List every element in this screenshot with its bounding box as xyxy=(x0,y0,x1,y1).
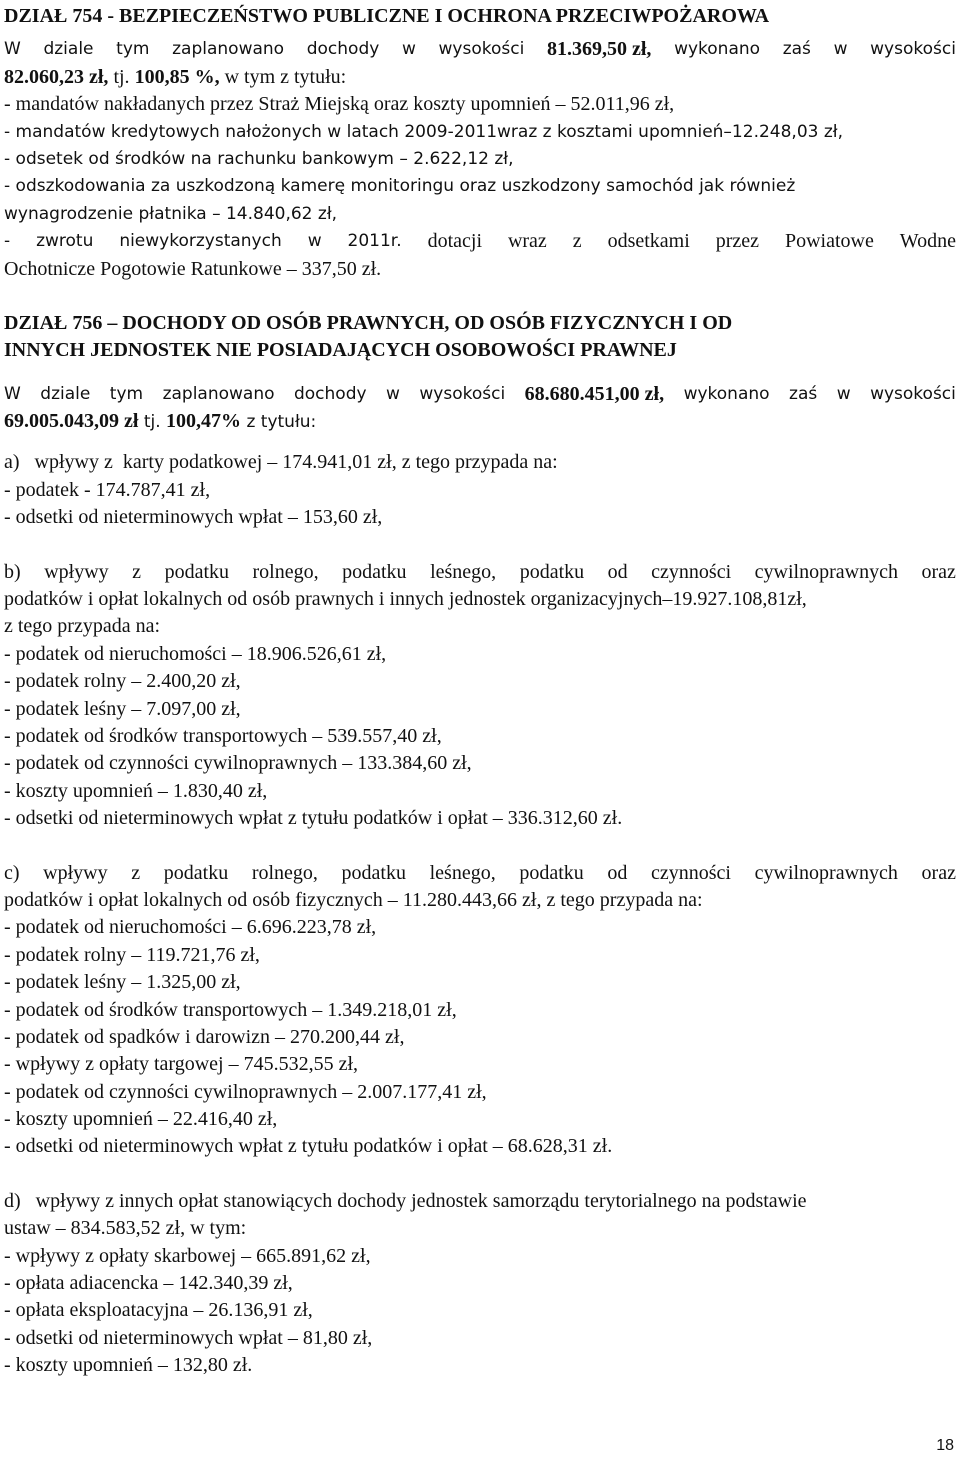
intro-word: tym xyxy=(116,39,150,60)
intro-word: W xyxy=(4,39,21,60)
intro-word: zaś xyxy=(782,39,811,60)
intro-word: dochody xyxy=(306,39,380,60)
list-item-continuation: Ochotnicze Pogotowie Ratunkowe – 337,50 zł. xyxy=(4,257,382,280)
executed-amount: 69.005.043,09 zł xyxy=(4,410,139,433)
execution-percent: 100,85 %, xyxy=(134,65,220,88)
section-756-intro-line2 xyxy=(4,408,956,435)
item-word: wraz xyxy=(507,230,547,253)
intro-word: w xyxy=(401,39,416,60)
section-756-intro-line1 xyxy=(4,381,956,408)
title-word: b) xyxy=(4,560,21,583)
title-word: podatku xyxy=(164,560,229,583)
list-item: - mandatów nakładanych przez Straż Miejską oraz koszty upomnień – 52.011,96 zł, xyxy=(4,93,675,116)
item-word: w xyxy=(307,231,322,252)
intro-word: W xyxy=(4,383,21,404)
title-word: czynności xyxy=(651,861,731,884)
intro-word: w xyxy=(836,383,851,404)
section-756-heading-line1: DZIAŁ 756 – DOCHODY OD OSÓB PRAWNYCH, OD OSÓB FIZYCZNYCH I OD xyxy=(4,311,733,334)
title-word: czynności xyxy=(651,560,732,583)
intro-word: zaplanowano xyxy=(162,383,275,404)
list-item: - podatek od nieruchomości – 6.696.223,78 zł, xyxy=(4,916,377,939)
intro-word: wysokości xyxy=(870,39,956,60)
title-word: podatku xyxy=(519,560,585,583)
list-item: - opłata adiacencka – 142.340,39 zł, xyxy=(4,1272,293,1295)
list-item: - podatek rolny – 2.400,20 zł, xyxy=(4,670,241,693)
title-word: podatku xyxy=(519,861,584,884)
section-754-intro-line1 xyxy=(4,36,956,63)
title-word: leśnego, xyxy=(430,560,497,583)
title-word: oraz xyxy=(921,560,956,583)
list-item-justified xyxy=(4,228,956,255)
list-item: - odszkodowania za uszkodzoną kamerę monitoringu oraz uszkodzony samochód jak również xyxy=(4,176,796,197)
title-word: rolnego, xyxy=(252,560,319,583)
list-item: - podatek leśny – 1.325,00 zł, xyxy=(4,971,241,994)
section-754-intro-line2 xyxy=(4,64,956,91)
intro-word: wysokości xyxy=(870,383,956,404)
intro-word: zaplanowano xyxy=(172,39,285,60)
item-word: dotacji xyxy=(427,230,483,253)
title-word: c) xyxy=(4,861,20,884)
subsection-c-title-line1 xyxy=(4,860,956,887)
title-word: oraz xyxy=(921,861,956,884)
list-item: - podatek od środków transportowych – 1.349.218,01 zł, xyxy=(4,998,457,1021)
intro-word: wykonano xyxy=(674,39,761,60)
planned-amount: 81.369,50 zł, xyxy=(546,38,652,61)
intro-word: wysokości xyxy=(438,39,525,60)
title-word: od xyxy=(607,861,628,884)
subsection-d-title-line1: d) wpływy z innych opłat stanowiących dochody jednostek samorządu terytorialnego na podstawie xyxy=(4,1189,807,1212)
list-item: - wpływy z opłaty targowej – 745.532,55 zł, xyxy=(4,1053,359,1076)
list-item: - podatek rolny – 119.721,76 zł, xyxy=(4,943,260,966)
intro-word: dziale xyxy=(43,39,94,60)
tj-text: tj. xyxy=(113,65,130,88)
item-word: odsetkami xyxy=(607,230,690,253)
list-item: - koszty upomnień – 132,80 zł. xyxy=(4,1354,253,1377)
subsection-b-title-line3: z tego przypada na: xyxy=(4,615,161,638)
list-item: - podatek leśny – 7.097,00 zł, xyxy=(4,697,241,720)
item-word: przez xyxy=(715,230,760,253)
subsection-b-title-line2: podatków i opłat lokalnych od osób prawnych i innych jednostek organizacyjnych–19.927.108,81zł, xyxy=(4,588,807,611)
list-item: - odsetki od nieterminowych wpłat – 153,60 zł, xyxy=(4,506,383,529)
title-word: wpływy xyxy=(43,861,108,884)
title-word: rolnego, xyxy=(251,861,318,884)
section-756-heading-line2: INNYCH JEDNOSTEK NIE POSIADAJĄCYCH OSOBOWOŚCI PRAWNEJ xyxy=(4,339,677,362)
page-number: 18 xyxy=(936,1437,954,1454)
item-word: - xyxy=(4,231,11,252)
document-page xyxy=(4,3,956,1380)
intro-word: w xyxy=(833,39,848,60)
item-word: Powiatowe xyxy=(784,230,874,253)
list-item: - podatek od spadków i darowizn – 270.200,44 zł, xyxy=(4,1025,405,1048)
list-item: - odsetek od środków na rachunku bankowym – 2.622,12 zł, xyxy=(4,148,514,169)
list-item: - koszty upomnień – 1.830,40 zł, xyxy=(4,779,268,802)
list-item: - podatek od czynności cywilnoprawnych – 2.007.177,41 zł, xyxy=(4,1080,487,1103)
title-word: leśnego, xyxy=(429,861,496,884)
list-item: - podatek od nieruchomości – 18.906.526,61 zł, xyxy=(4,642,387,665)
item-word: 2011r. xyxy=(347,231,402,252)
subsection-a-title: a) wpływy z karty podatkowej – 174.941,01 zł, z tego przypada na: xyxy=(4,451,558,474)
list-item: - wpływy z opłaty skarbowej – 665.891,62 zł, xyxy=(4,1244,371,1267)
title-word: podatku xyxy=(341,861,406,884)
title-word: od xyxy=(607,560,628,583)
intro-word: wykonano xyxy=(683,383,770,404)
intro-word: w xyxy=(386,383,400,404)
intro-word: zaś xyxy=(789,383,818,404)
item-word: niewykorzystanych xyxy=(119,231,282,252)
list-item: - odsetki od nieterminowych wpłat z tytułu podatków i opłat – 68.628,31 zł. xyxy=(4,1135,613,1158)
tj-text: tj. xyxy=(143,412,161,433)
intro-rest: w tym z tytułu: xyxy=(224,65,347,88)
intro-word: wysokości xyxy=(419,383,506,404)
list-item: - odsetki od nieterminowych wpłat – 81,80 zł, xyxy=(4,1326,373,1349)
subsection-d-title-line2: ustaw – 834.583,52 zł, w tym: xyxy=(4,1217,247,1240)
intro-word: dochody xyxy=(293,383,367,404)
title-word: podatku xyxy=(342,560,407,583)
title-word: podatku xyxy=(163,861,229,884)
list-item: - odsetki od nieterminowych wpłat z tytułu podatków i opłat – 336.312,60 zł. xyxy=(4,807,623,830)
intro-word: tym xyxy=(109,383,144,404)
intro-rest: z tytułu: xyxy=(246,412,317,433)
executed-amount: 82.060,23 zł, xyxy=(4,65,109,88)
item-word: Wodne xyxy=(899,230,956,253)
list-item: - opłata eksploatacyjna – 26.136,91 zł, xyxy=(4,1299,313,1322)
list-item: wynagrodzenie płatnika – 14.840,62 zł, xyxy=(4,203,338,224)
item-word: zwrotu xyxy=(36,231,94,252)
subsection-b-title-line1 xyxy=(4,559,956,586)
list-item: - mandatów kredytowych nałożonych w latach 2009-2011wraz z kosztami upomnień–12.248,03 zł, xyxy=(4,121,844,142)
list-item: - podatek - 174.787,41 zł, xyxy=(4,478,211,501)
list-item: - podatek od czynności cywilnoprawnych – 133.384,60 zł, xyxy=(4,752,472,775)
title-word: cywilnoprawnych xyxy=(754,560,898,583)
section-754-heading: DZIAŁ 754 - BEZPIECZEŃSTWO PUBLICZNE I OCHRONA PRZECIWPOŻAROWA xyxy=(4,5,770,27)
execution-percent: 100,47% xyxy=(166,410,242,433)
intro-word: dziale xyxy=(40,383,91,404)
item-word: z xyxy=(572,230,582,253)
planned-amount: 68.680.451,00 zł, xyxy=(524,382,665,405)
title-word: wpływy xyxy=(44,560,109,583)
list-item: - podatek od środków transportowych – 539.557,40 zł, xyxy=(4,724,442,747)
title-word: z xyxy=(132,560,142,583)
title-word: cywilnoprawnych xyxy=(754,861,898,884)
subsection-c-title-line2: podatków i opłat lokalnych od osób fizycznych – 11.280.443,66 zł, z tego przypada na: xyxy=(4,888,703,911)
list-item: - koszty upomnień – 22.416,40 zł, xyxy=(4,1108,278,1131)
title-word: z xyxy=(131,861,141,884)
